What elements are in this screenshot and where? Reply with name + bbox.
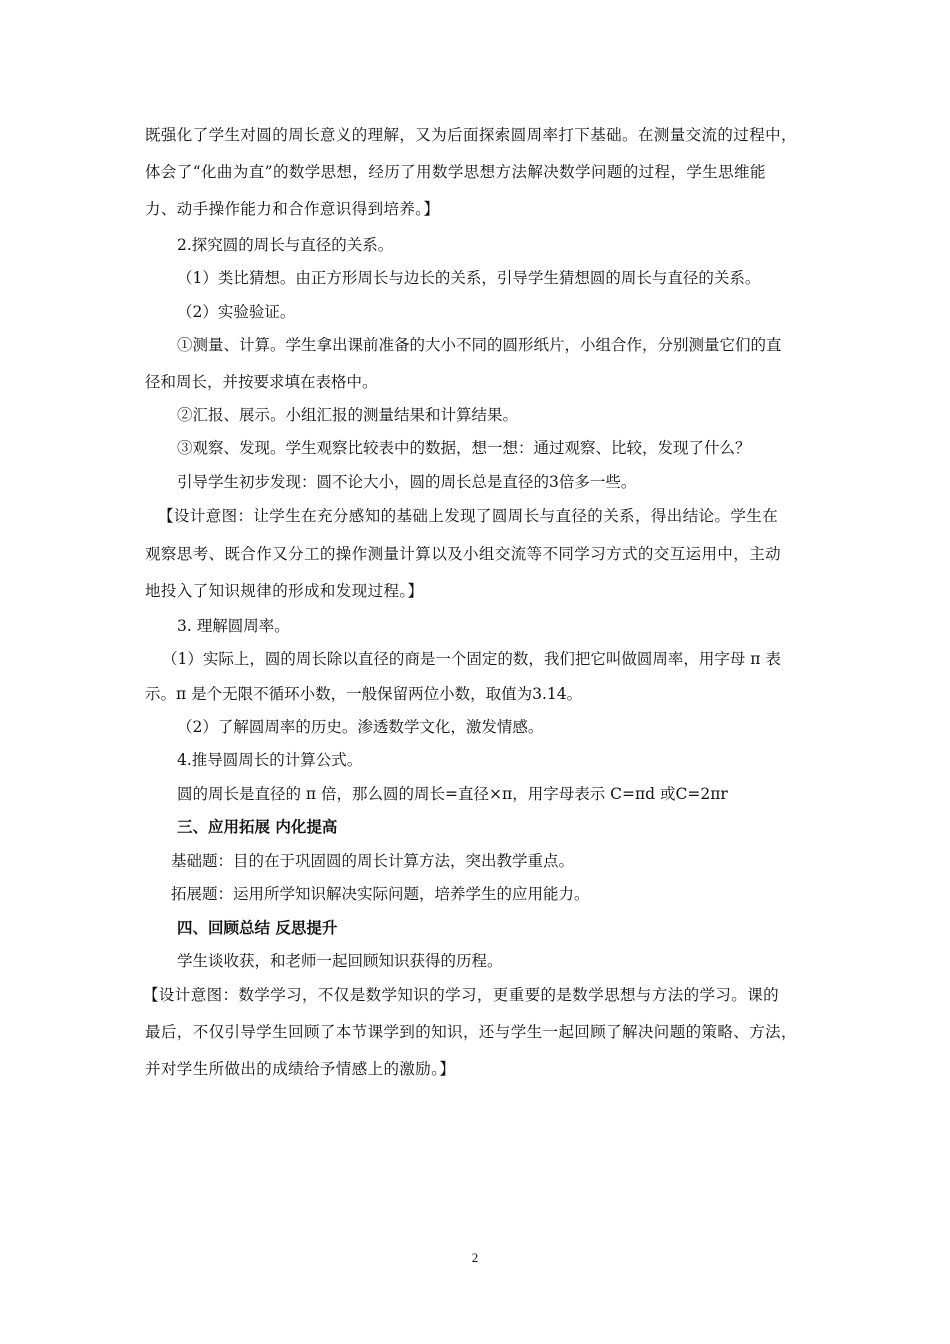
text-line: ③观察、发现。学生观察比较表中的数据，想一想：通过观察、比较，发现了什么？ [177,439,751,457]
text-line: （2）了解圆周率的历史。渗透数学文化，激发情感。 [177,718,544,736]
text-line: 最后，不仅引导学生回顾了本节课学到的知识，还与学生一起回顾了解决问题的策略、方法， [145,1023,797,1041]
section-heading: 四、回顾总结 反思提升 [177,918,338,937]
design-intent-note: 【设计意图：让学生在充分感知的基础上发现了圆周长与直径的关系，得出结论。学生在 [158,507,779,525]
text-line: ②汇报、展示。小组汇报的测量结果和计算结果。 [177,406,519,424]
text-line: 既强化了学生对圆的周长意义的理解，又为后面探索圆周率打下基础。在测量交流的过程中， [145,126,797,144]
text-line: 观察思考、既合作又分工的操作测量计算以及小组交流等不同学习方式的交互运用中，主动 [145,545,782,563]
page-number: 2 [471,1250,479,1265]
section-heading: 4.推导圆周长的计算公式。 [177,751,363,769]
text-line: 并对学生所做出的成绩给予情感上的激励。】 [145,1060,456,1078]
design-intent-note: 【设计意图：数学学习，不仅是数学知识的学习，更重要的是数学思想与方法的学习。课的 [143,986,780,1004]
text-line: 示。π 是个无限不循环小数，一般保留两位小数，取值为3.14。 [145,685,583,703]
text-line: （2）实验验证。 [177,303,296,321]
section-heading: 3. 理解圆周率。 [177,617,290,635]
text-line: 体会了“化曲为直”的数学思想，经历了用数学思想方法解决数学问题的过程，学生思维能 [145,163,766,181]
section-heading: 2.探究圆的周长与直径的关系。 [177,236,394,254]
text-line: （1）实际上，圆的周长除以直径的商是一个固定的数，我们把它叫做圆周率，用字母 π 表 [162,650,781,668]
section-heading: 三、应用拓展 内化提高 [177,817,338,836]
text-line: 拓展题：运用所学知识解决实际问题，培养学生的应用能力。 [171,885,590,903]
text-line: 径和周长，并按要求填在表格中。 [145,373,378,391]
text-line: 引导学生初步发现：圆不论大小，圆的周长总是直径的3倍多一些。 [177,473,637,491]
formula-line: 圆的周长是直径的 π 倍，那么圆的周长=直径×π，用字母表示 C=πd 或C=2πr [177,785,728,803]
text-line: 学生谈收获，和老师一起回顾知识获得的历程。 [177,952,503,970]
text-line: ①测量、计算。学生拿出课前准备的大小不同的圆形纸片，小组合作，分别测量它们的直 [177,336,782,354]
text-line: 地投入了知识规律的形成和发现过程。】 [145,582,424,600]
text-line: （1）类比猜想。由正方形周长与边长的关系，引导学生猜想圆的周长与直径的关系。 [177,269,761,287]
text-line: 基础题：目的在于巩固圆的周长计算方法，突出教学重点。 [171,852,575,870]
text-line: 力、动手操作能力和合作意识得到培养。】 [145,200,440,218]
